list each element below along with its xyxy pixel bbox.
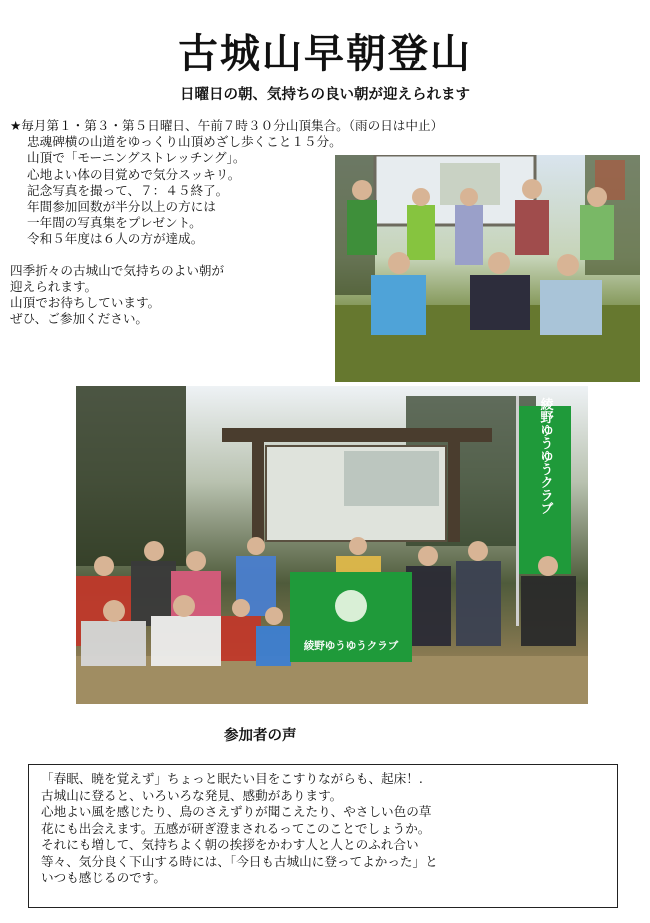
large-group-illustration [76, 386, 588, 704]
intro-line: 山頂で「モーニングストレッチング」。 [27, 150, 246, 166]
club-flag-text: 綾野ゆうゆうクラブ [537, 397, 553, 515]
summit-group-photo [335, 155, 640, 382]
voices-line: 古城山に登ると、いろいろな発見、感動があります。 [41, 787, 343, 803]
intro-line: 一年間の写真集をプレゼント。 [27, 215, 202, 231]
intro-line: 心地よい体の目覚めで気分スッキリ。 [27, 166, 241, 182]
voices-line: それにも増して、気持ちよく朝の挨拶をかわす人と人とのふれ合い [41, 837, 419, 852]
club-banner-text: 綾野ゆうゆうクラブ [303, 640, 399, 652]
invite-line: 山頂でお待ちしています。 [10, 295, 161, 311]
page-title: 古城山早朝登山 [178, 31, 472, 77]
voices-line: 「春眠、暁を覚えず」ちょっと眠たい目をこすりながらも、起床！. [41, 771, 423, 786]
invite-line: 迎えられます。 [10, 278, 98, 294]
voices-line: いつも感じるのです。 [41, 870, 166, 885]
page-subtitle: 日曜日の朝、気持ちの良い朝が迎えられます [180, 87, 470, 103]
intro-line: 令和５年度は６人の方が達成。 [27, 231, 204, 247]
large-group-photo [76, 386, 588, 704]
intro-line: 忠魂碑横の山道をゆっくり山頂めざし歩くこと１５分。 [27, 134, 342, 150]
voices-line: 心地よい風を感じたり、鳥のさえずりが聞こえたり、やさしい色の草 [41, 804, 432, 819]
intro-line: ★毎月第１・第３・第５日曜日、午前７時３０分山頂集合。（雨の日は中止） [10, 118, 444, 133]
voices-line: 花にも出会えます。五感が研ぎ澄まされるってこのことでしょうか。 [41, 820, 431, 836]
voices-heading: 参加者の声 [224, 728, 297, 744]
intro-text [10, 118, 444, 327]
intro-line: 記念写真を撮って、７：４５終了。 [27, 182, 229, 198]
voices-box [28, 764, 618, 908]
invite-line: 四季折々の古城山で気持ちのよい朝が [10, 262, 225, 278]
voices-line: 等々、気分良く下山する時には、「今日も古城山に登ってよかった」と [41, 853, 438, 869]
invite-line: ぜひ、ご参加ください。 [10, 311, 149, 327]
intro-line: 年間参加回数が半分以上の方には [27, 199, 216, 215]
summit-group-illustration [335, 155, 640, 382]
